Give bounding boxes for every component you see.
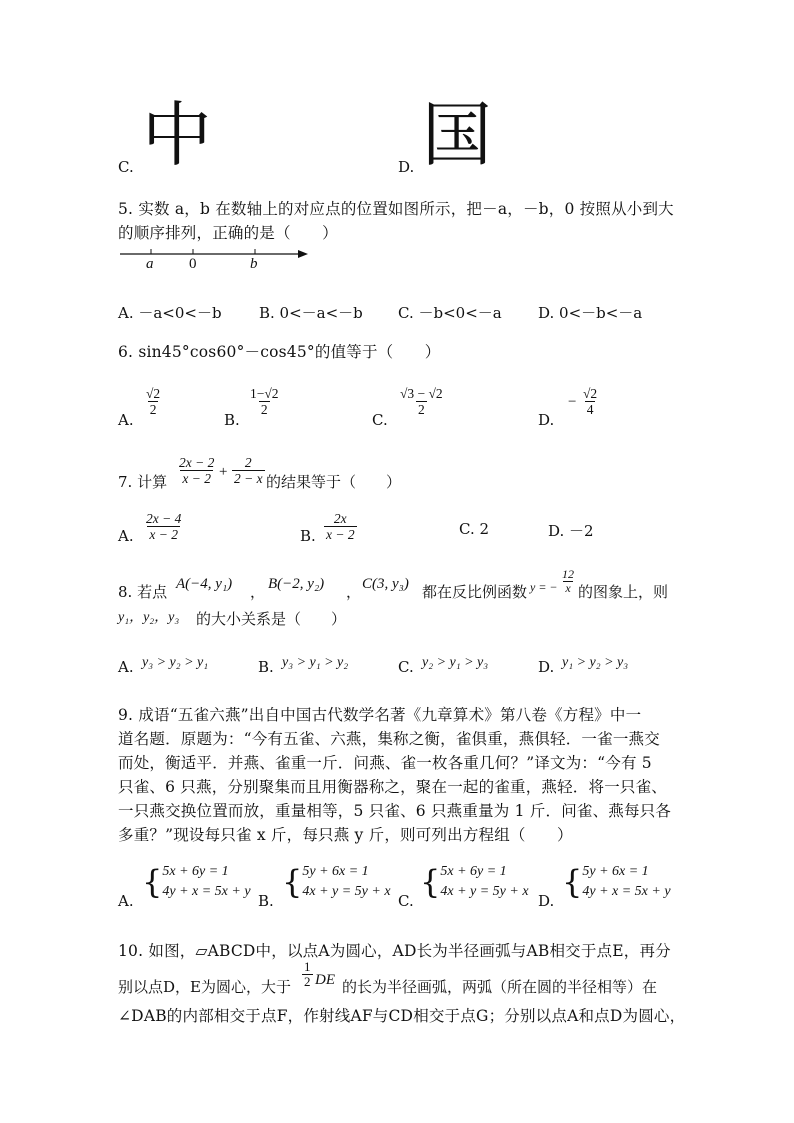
- q9-option-b-label: B.: [258, 892, 274, 910]
- q7-f1-numerator: 2x − 2: [179, 455, 215, 470]
- q6-b-denominator: 2: [260, 402, 268, 417]
- q10-half-numerator: 1: [304, 959, 311, 974]
- q8-option-c-label: C.: [398, 658, 414, 676]
- q10-line2-part-b: 的长为半径画弧，两弧（所在圆的半径相等）在: [342, 978, 658, 996]
- q6-option-d-fraction: [581, 386, 599, 417]
- q5-stem-line2: 的顺序排列，正确的是（ ）: [118, 224, 338, 242]
- q7-f1-denominator: x − 2: [182, 471, 211, 486]
- q6-a-denominator: 2: [149, 402, 157, 417]
- q9-line2: 道名题．原题为：“今有五雀、六燕，集称之衡，雀俱重，燕俱轻．一雀一燕交: [118, 730, 660, 748]
- q6-option-d-sign: −: [568, 394, 577, 410]
- q7-a-numerator: 2x − 4: [146, 511, 182, 526]
- q8-point-b: B(−2, y₂): [268, 576, 325, 592]
- q9-c-equation-1: 5x + 6y = 1: [440, 864, 507, 879]
- q9-line3: 而处，衡适平．并燕、雀重一斤．问燕、雀一枚各重几何？”译文为：“今有 5: [118, 754, 652, 772]
- q8-point-c: C(3, y₃): [362, 576, 409, 592]
- q8-option-b: y₃ > y₁ > y₂: [282, 655, 349, 670]
- q5-axis-label-b: b: [250, 256, 258, 272]
- q9-option-a-system: [142, 862, 251, 902]
- q6-option-c-label: C.: [372, 411, 388, 429]
- q9-option-c-system: [420, 862, 529, 902]
- q6-c-numerator: √3 − √2: [400, 386, 443, 401]
- q9-a-equation-2: 4y + x = 5x + y: [162, 884, 251, 899]
- q8-function-fraction: [560, 568, 576, 595]
- q10-half-fraction: [302, 960, 313, 989]
- q6-c-denominator: 2: [417, 402, 425, 417]
- q7-fraction-2: [232, 455, 265, 486]
- q9-b-equation-2: 4x + y = 5y + x: [302, 884, 391, 899]
- q5-option-b: B. 0<－a<－b: [259, 304, 363, 322]
- q9-d-equation-1: 5y + 6x = 1: [582, 864, 649, 879]
- q6-option-c-fraction: [398, 386, 445, 417]
- q7-b-denominator: x − 2: [326, 527, 355, 542]
- q8-separator-1: ，: [250, 583, 266, 601]
- brace-icon: {: [142, 863, 163, 901]
- brace-icon: {: [282, 863, 303, 901]
- q10-line3: ∠DAB的内部相交于点F，作射线AF与CD相交于点G；分别以点A和点D为圆心，: [118, 1007, 686, 1025]
- q5-stem-line1: 5. 实数 a，b 在数轴上的对应点的位置如图所示，把－a，－b，0 按照从小到大: [118, 200, 674, 218]
- q8-option-d: y₁ > y₂ > y₃: [562, 655, 629, 670]
- q9-line1: 9. 成语“五雀六燕”出自中国古代数学名著《九章算术》第八卷《方程》中一: [118, 706, 642, 724]
- q8-variables: y₁，y₂，y₃: [118, 610, 180, 625]
- q8-option-b-label: B.: [258, 658, 274, 676]
- q9-line5: 一只燕交换位置而放，重量相等，5 只雀、6 只燕重量为 1 斤．问雀、燕每只各: [118, 802, 672, 820]
- q7-a-denominator: x − 2: [149, 527, 178, 542]
- q5-axis-label-zero: 0: [189, 256, 197, 272]
- q7-option-d: D. －2: [548, 522, 594, 540]
- q6-option-a-label: A.: [118, 411, 134, 429]
- q7-suffix: 的结果等于（ ）: [266, 473, 402, 491]
- q6-b-numerator: 1−√2: [250, 386, 279, 401]
- brace-icon: {: [420, 863, 441, 901]
- q6-option-b-fraction: [248, 386, 281, 417]
- q9-option-d-system: [562, 862, 671, 902]
- q9-option-c-label: C.: [398, 892, 414, 910]
- q8-separator-2: ，: [346, 583, 362, 601]
- q7-option-b-fraction: [324, 511, 357, 542]
- q6-stem: 6. sin45°cos60°－cos45°的值等于（ ）: [118, 343, 441, 361]
- q7-option-b-label: B.: [300, 527, 316, 545]
- q9-line4: 只雀、6 只燕，分别聚集而且用衡器称之，聚在一起的雀重，燕轻．将一只雀、: [118, 778, 667, 796]
- q8-option-a: y₃ > y₂ > y₁: [142, 655, 209, 670]
- q5-option-d: D. 0<－b<－a: [538, 304, 643, 322]
- q6-d-numerator: √2: [583, 386, 598, 401]
- q9-option-d-label: D.: [538, 892, 555, 910]
- q4-option-d-label: D.: [398, 158, 415, 176]
- q7-b-numerator: 2x: [333, 511, 347, 526]
- q9-d-equation-2: 4y + x = 5x + y: [582, 884, 671, 899]
- q6-option-b-label: B.: [224, 411, 240, 429]
- q5-option-c: C. －b<0<－a: [398, 304, 502, 322]
- q10-line2-part-a: 别以点D，E为圆心，大于: [118, 978, 291, 996]
- q4-option-c-character: 中: [142, 94, 212, 176]
- q5-axis-label-a: a: [146, 256, 154, 272]
- q9-c-equation-2: 4x + y = 5y + x: [440, 884, 529, 899]
- q8-fn-numerator: 12: [562, 567, 574, 581]
- q8-option-d-label: D.: [538, 658, 555, 676]
- q7-option-a-fraction: [144, 511, 183, 542]
- q8-prefix: 8. 若点: [118, 583, 168, 601]
- q7-plus: +: [219, 464, 228, 480]
- q7-f2-denominator: 2 − x: [234, 471, 263, 486]
- q8-tail: 的图象上，则: [578, 583, 669, 601]
- q6-a-numerator: √2: [146, 386, 161, 401]
- brace-icon: {: [562, 863, 583, 901]
- q8-option-c: y₂ > y₁ > y₃: [422, 655, 489, 670]
- q7-option-a-label: A.: [118, 527, 134, 545]
- q9-a-equation-1: 5x + 6y = 1: [162, 864, 229, 879]
- q7-fraction-1: [177, 455, 216, 486]
- q5-option-a: A. －a<0<－b: [118, 304, 222, 322]
- q9-option-b-system: [282, 862, 391, 902]
- q8-function-lhs: y = −: [530, 580, 558, 594]
- q7-f2-numerator: 2: [244, 455, 252, 470]
- q8-option-a-label: A.: [118, 658, 134, 676]
- q9-line6: 多重？”现设每只雀 x 斤，每只燕 y 斤，则可列出方程组（ ）: [118, 826, 573, 844]
- q6-option-a-fraction: [144, 386, 162, 417]
- q6-d-denominator: 4: [586, 402, 594, 417]
- q4-option-c-label: C.: [118, 158, 134, 176]
- q4-option-d-character: 国: [422, 94, 492, 176]
- q6-option-d-label: D.: [538, 411, 555, 429]
- q8-function-intro: 都在反比例函数: [422, 583, 528, 601]
- q8-fn-denominator: x: [565, 581, 571, 595]
- q9-option-a-label: A.: [118, 892, 134, 910]
- q7-prefix: 7. 计算: [118, 473, 168, 491]
- q7-option-c: C. 2: [459, 520, 490, 538]
- q8-line2-tail: 的大小关系是（ ）: [196, 610, 347, 628]
- q10-line1: 10. 如图，▱ABCD中，以点A为圆心，AD长为半径画弧与AB相交于点E，再分: [118, 942, 671, 960]
- q8-point-a: A(−4, y₁): [176, 576, 233, 592]
- q10-de: DE: [315, 972, 335, 988]
- q9-b-equation-1: 5y + 6x = 1: [302, 864, 369, 879]
- q10-half-denominator: 2: [304, 974, 311, 989]
